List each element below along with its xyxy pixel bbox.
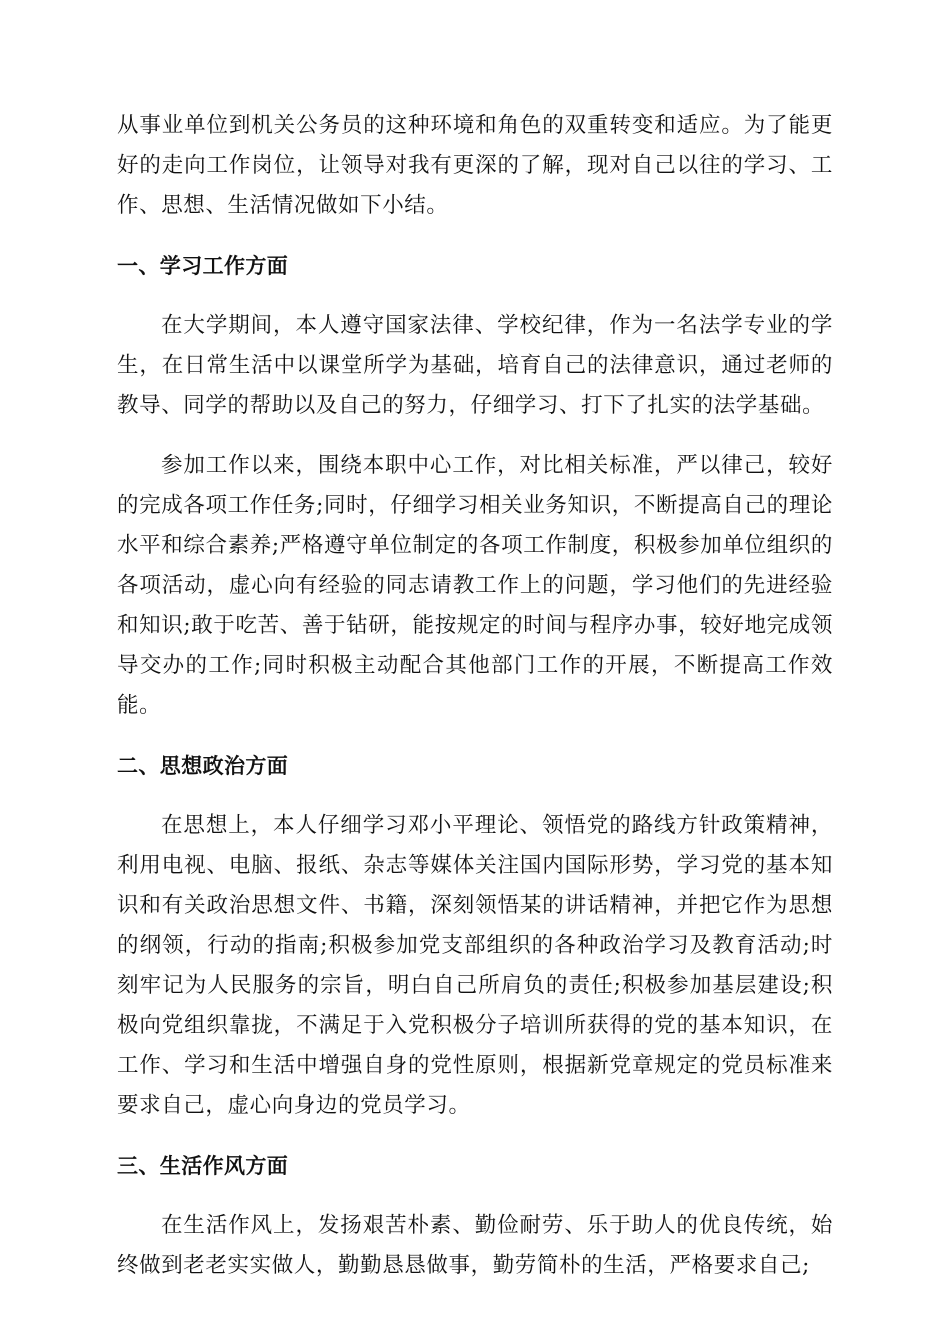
section-heading-political-thought: 二、思想政治方面: [117, 754, 289, 778]
paragraph-lifestyle: 在生活作风上，发扬艰苦朴素、勤俭耐劳、乐于助人的优良传统，始终做到老老实实做人，勤勤恳恳做事，勤劳简朴的生活，严格要求自己;: [117, 1213, 833, 1278]
paragraph-university-study: 在大学期间，本人遵守国家法律、学校纪律，作为一名法学专业的学生，在日常生活中以课堂所学为基础，培育自己的法律意识，通过老师的教导、同学的帮助以及自己的努力，仔细学习、打下了扎实的法学基础。: [117, 313, 833, 418]
paragraph-work-performance: 参加工作以来，围绕本职中心工作，对比相关标准，严以律己，较好的完成各项工作任务;同时，仔细学习相关业务知识，不断提高自己的理论水平和综合素养;严格遵守单位制定的各项工作制度，积极参加单位组织的各项活动，虚心向有经验的同志请教工作上的问题，学习他们的先进经验和知识;敢于吃苦、善于钻研，能按规定的时间与程序办事，较好地完成领导交办的工作;同时积极主动配合其他部门工作的开展，不断提高工作效能。: [117, 453, 833, 718]
section-heading-lifestyle: 三、生活作风方面: [117, 1154, 289, 1178]
section-heading-study-work: 一、学习工作方面: [117, 254, 289, 278]
paragraph-political-thought: 在思想上，本人仔细学习邓小平理论、领悟党的路线方针政策精神，利用电视、电脑、报纸、杂志等媒体关注国内国际形势，学习党的基本知识和有关政治思想文件、书籍，深刻领悟某的讲话精神，并把它作为思想的纲领，行动的指南;积极参加党支部组织的各种政治学习及教育活动;时刻牢记为人民服务的宗旨，明白自己所肩负的责任;积极参加基层建设;积极向党组织靠拢，不满足于入党积极分子培训所获得的党的基本知识，在工作、学习和生活中增强自身的党性原则，根据新党章规定的党员标准来要求自己，虚心向身边的党员学习。: [117, 813, 833, 1118]
intro-paragraph: 从事业单位到机关公务员的这种环境和角色的双重转变和适应。为了能更好的走向工作岗位，让领导对我有更深的了解，现对自己以往的学习、工作、思想、生活情况做如下小结。: [117, 113, 833, 218]
document-body: [117, 106, 833, 1286]
